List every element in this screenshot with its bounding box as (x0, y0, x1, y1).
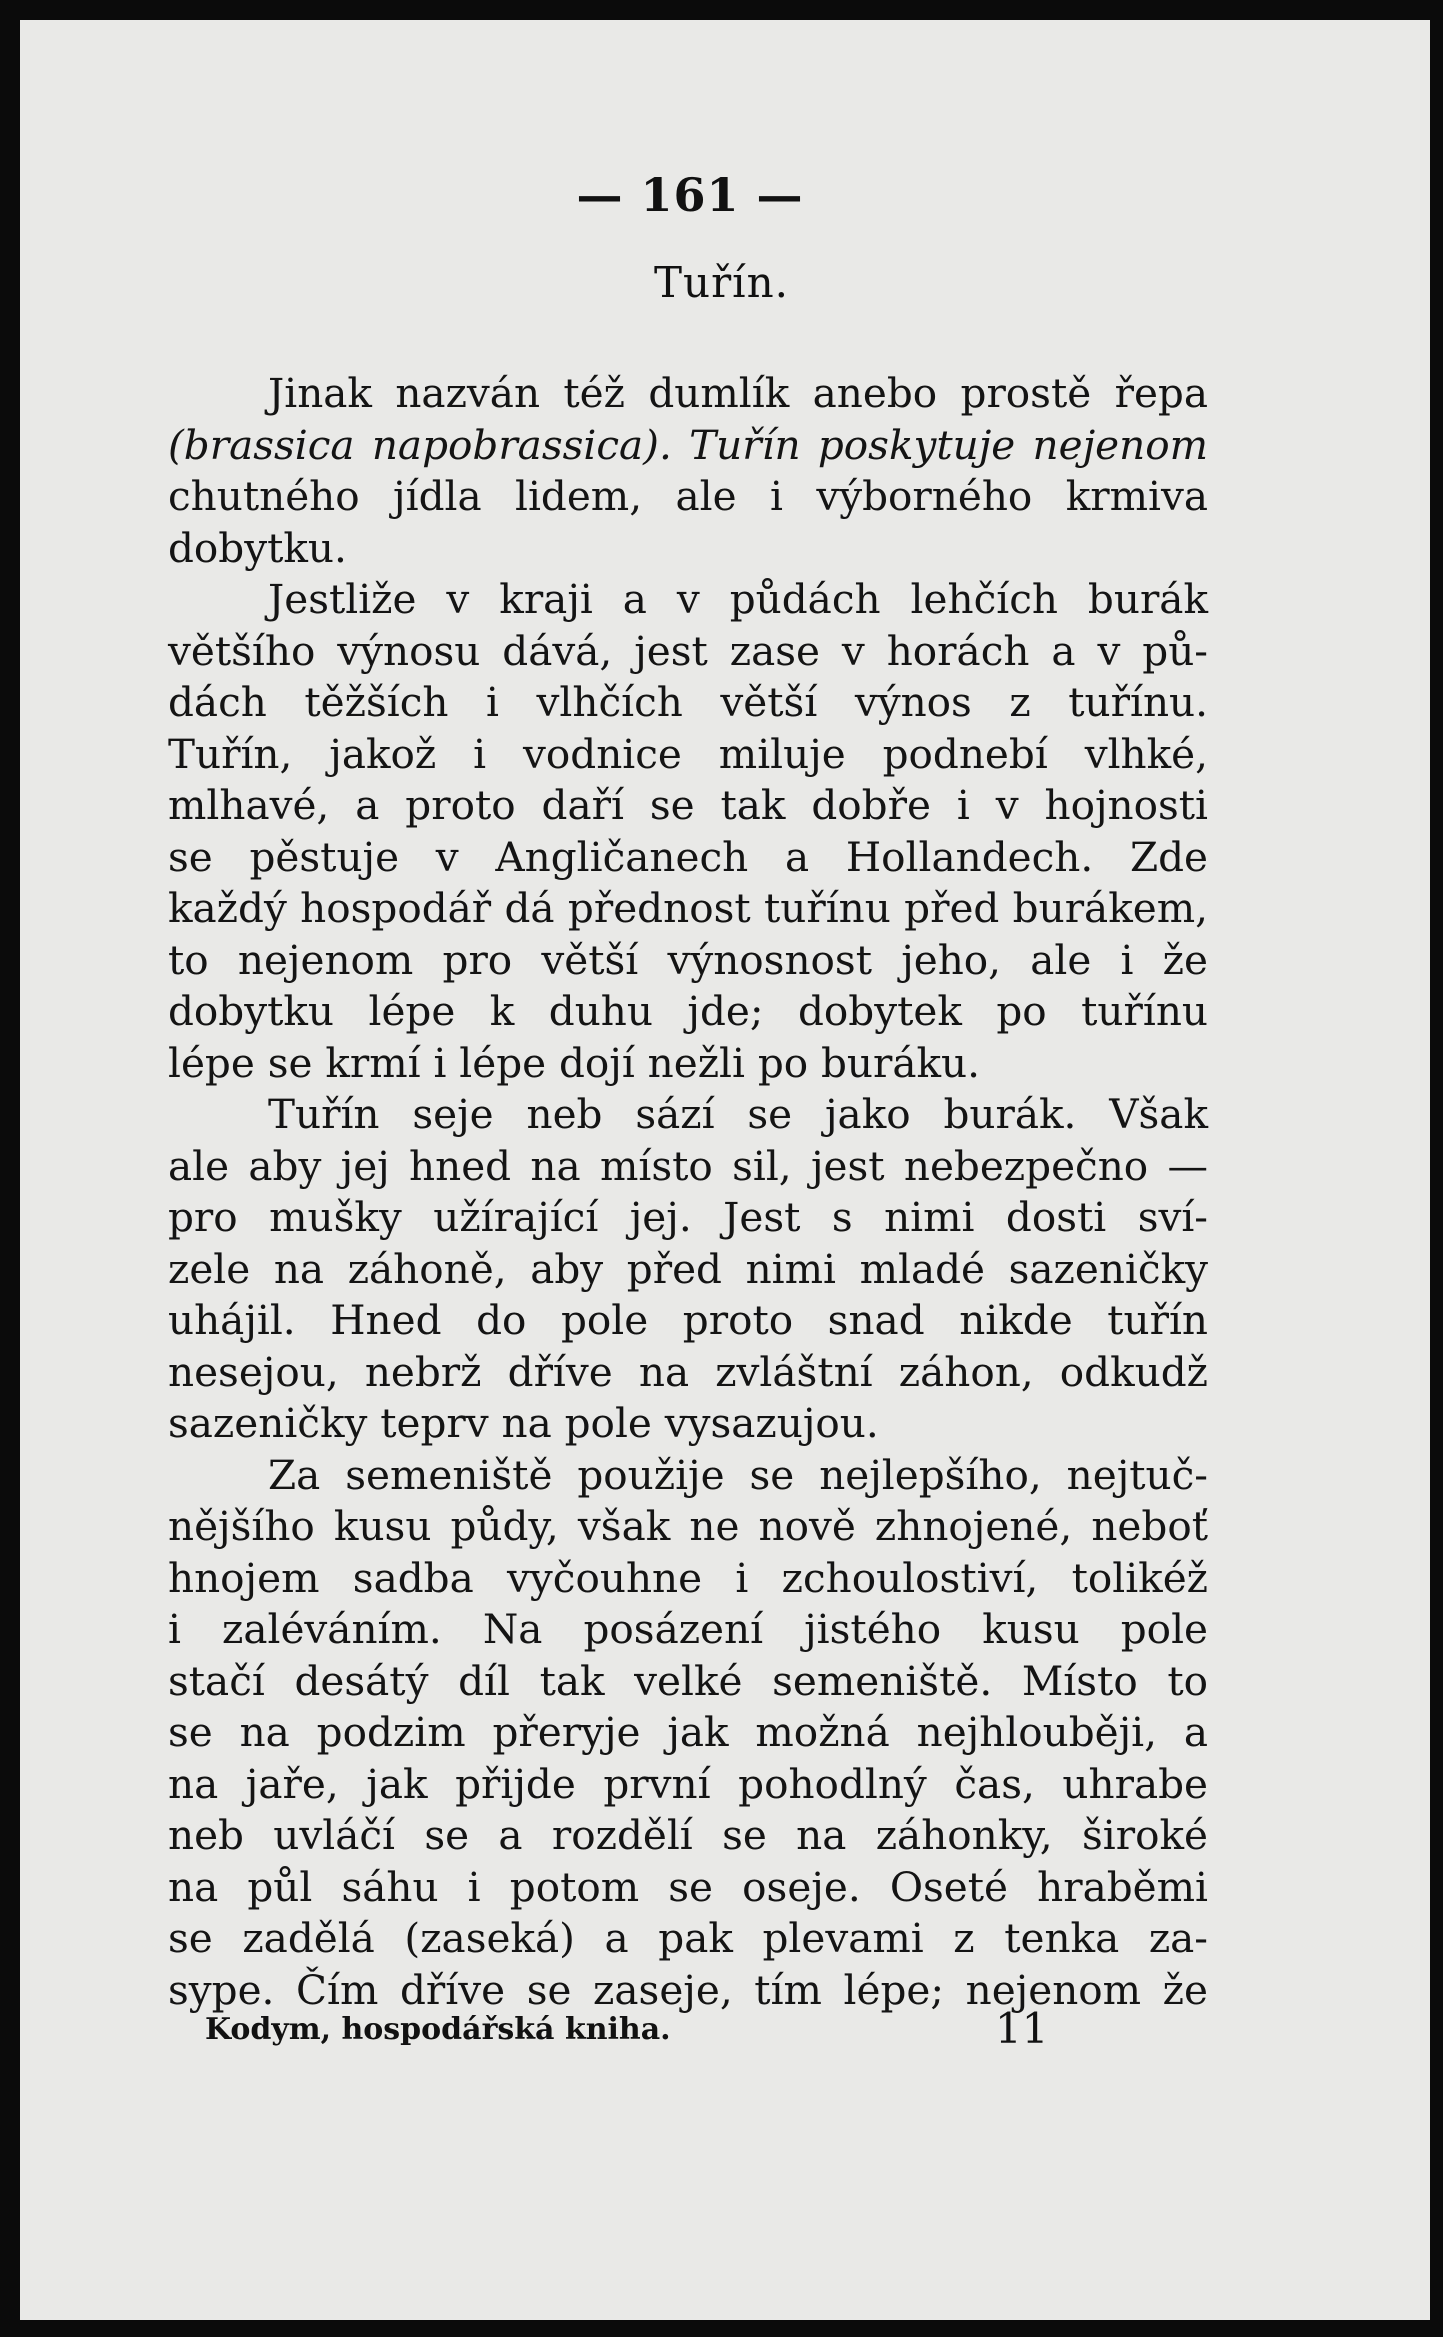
page-number: — 161 — (576, 168, 804, 222)
text-line: mlhavé, a proto daří se tak dobře i v hojnosti (168, 781, 1208, 829)
body-text (168, 368, 1208, 2016)
text-line: dách těžších i vlhčích větší výnos z tuřínu. (168, 678, 1208, 726)
text-line: uhájil. Hned do pole proto snad nikde tuřín (168, 1296, 1208, 1344)
text-line: Za semeniště použije se nejlepšího, nejtuč- (268, 1450, 1208, 1499)
text-line-italic: (brassica napobrassica). Tuřín poskytuje nejenom (168, 420, 1208, 469)
text-line: pro mušky užírající jej. Jest s nimi dosti sví- (168, 1193, 1208, 1241)
text-line: Tuřín seje neb sází se jako burák. Však (268, 1090, 1208, 1138)
text-line: nějšího kusu půdy, však ne nově zhnojené, neboť (168, 1502, 1208, 1550)
text-line: se pěstuje v Angličanech a Hollandech. Zde (168, 832, 1208, 881)
text-line: neb uvláčí se a rozdělí se na záhonky, široké (168, 1811, 1208, 1859)
text-line: Jestliže v kraji a v půdách lehčích burák (268, 575, 1208, 623)
text-line: se na podzim přeryje jak možná nejhlouběji, a (168, 1708, 1208, 1756)
text-line: se zadělá (zaseká) a pak plevami z tenka za- (168, 1914, 1208, 1962)
page-footer (205, 2004, 1065, 2053)
text-line: to nejenom pro větší výnosnost jeho, ale i že (168, 935, 1208, 984)
text-line: sazeničky teprv na pole vysazujou. (168, 1399, 879, 1447)
text-line: stačí desátý díl tak velké semeniště. Místo to (168, 1656, 1208, 1705)
text-line: na půl sáhu i potom se oseje. Oseté hraběmi (168, 1862, 1208, 1911)
text-line: každý hospodář dá přednost tuřínu před burákem, (168, 884, 1208, 932)
text-line: na jaře, jak přijde první pohodlný čas, uhrabe (168, 1759, 1208, 1808)
text-line: sype. Čím dříve se zaseje, tím lépe; nejenom že (168, 1965, 1208, 2014)
text-line: dobytku lépe k duhu jde; dobytek po tuřínu (168, 987, 1208, 1035)
text-line: nesejou, nebrž dříve na zvláštní záhon, odkudž (168, 1347, 1208, 1396)
text-line: hnojem sadba vyčouhne i zchoulostiví, tolikéž (168, 1553, 1208, 1602)
text-line: i zaléváním. Na posázení jistého kusu pole (168, 1605, 1208, 1653)
text-line: Tuřín, jakož i vodnice miluje podnebí vlhké, (168, 729, 1208, 778)
text-line: ale aby jej hned na místo sil, jest nebezpečno — (168, 1141, 1208, 1190)
signature-mark: 11 (995, 2004, 1049, 2053)
text-line: chutného jídla lidem, ale i výborného krmiva (168, 472, 1208, 520)
text-line: většího výnosu dává, jest zase v horách a v pů- (168, 626, 1208, 675)
text-line: lépe se krmí i lépe dojí nežli po buráku. (168, 1038, 981, 1087)
text-line: dobytku. (168, 523, 347, 572)
text-line: Jinak nazván též dumlík anebo prostě řepa (268, 369, 1208, 417)
footer-book-reference: Kodym, hospodářská kniha. (205, 2012, 671, 2047)
text-line: zele na záhoně, aby před nimi mladé sazeničky (168, 1244, 1208, 1293)
section-title: Tuřín. (654, 258, 789, 307)
text-line (168, 420, 1208, 472)
